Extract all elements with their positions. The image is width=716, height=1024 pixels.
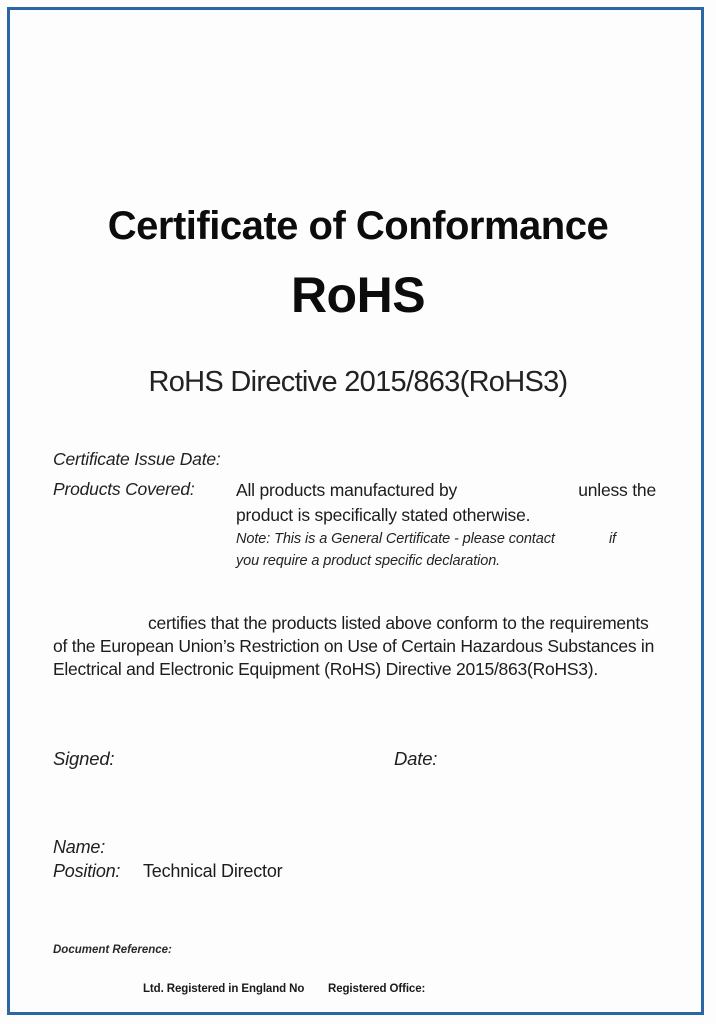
products-covered-line1-pre: All products manufactured by: [236, 480, 458, 500]
note-line2: you require a product specific declaration.: [236, 552, 501, 569]
products-covered-text: [236, 478, 656, 527]
position-label: Position:: [53, 861, 121, 881]
registered-office-label: Registered Office:: [328, 983, 426, 995]
note-line1: [236, 529, 616, 551]
conformance-statement-line3: Electrical and Electronic Equipment (RoHS) Directive 2015/863(RoHS3).: [53, 659, 598, 679]
conformance-statement-line1: certifies that the products listed above conform to the requirements: [148, 613, 649, 633]
note-line1-post: if: [608, 531, 616, 547]
rohs-heading: RoHS: [290, 267, 426, 323]
certificate-title: Certificate of Conformance: [107, 204, 609, 248]
note-line1-pre: Note: This is a General Certificate - please contact: [236, 531, 555, 547]
date-label: Date:: [394, 748, 438, 769]
products-covered-line2: product is specifically stated otherwise.: [236, 504, 531, 525]
general-certificate-note: [236, 529, 616, 572]
conformance-statement: [53, 612, 659, 681]
registered-england-text: Ltd. Registered in England No: [143, 983, 305, 995]
position-value: Technical Director: [143, 861, 283, 881]
signed-label: Signed:: [53, 748, 115, 769]
products-covered-line1: [236, 478, 656, 503]
products-covered-line1-post: unless the: [578, 480, 656, 500]
certificate-issue-date-label: Certificate Issue Date:: [53, 449, 221, 469]
directive-heading: RoHS Directive 2015/863(RoHS3): [148, 366, 568, 398]
document-reference-label: Document Reference:: [53, 944, 172, 956]
products-covered-label: Products Covered:: [53, 479, 195, 499]
conformance-statement-line2: of the European Union’s Restriction on Use of Certain Hazardous Substances in: [53, 636, 655, 656]
name-label: Name:: [53, 837, 106, 857]
